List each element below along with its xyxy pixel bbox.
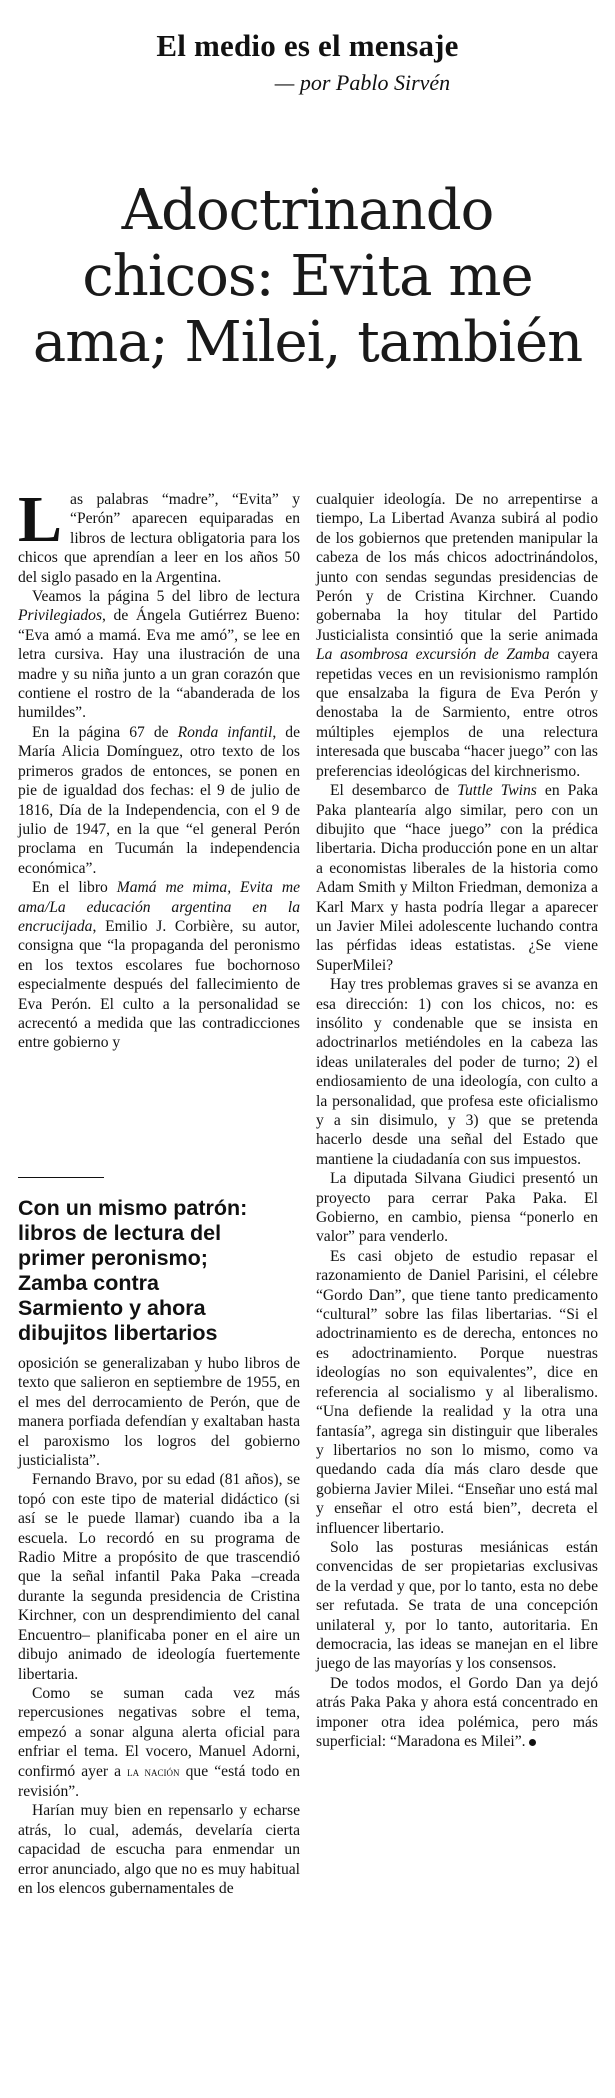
byline: — por Pablo Sirvén — [274, 70, 451, 95]
paragraph — [18, 483, 300, 587]
series-title: Tuttle Twins — [457, 782, 537, 800]
book-title: Ronda infantil — [177, 723, 273, 741]
paragraph — [316, 1674, 598, 1752]
paragraph — [18, 878, 300, 1053]
paragraph: Harían muy bien en repensarlo y echarse atrás, lo cual, además, develaría cierta capacidad de escucha para enmendar un error anunciado, algo que no es muy habitual en los elencos gubernamentales de — [18, 1802, 300, 1897]
paragraph — [18, 1684, 300, 1801]
paragraph-text: , de Ángela Gutiérrez Bueno: “Eva amó a mamá. Eva me amó”, se lee en letra cursiva. Hay una ilustración de una madre y su niña junto a un gran corazón que contiene el rostro de la “abanderada de los humildes”. — [18, 607, 300, 722]
paragraph-text: que “está todo en revisión”. — [18, 1762, 300, 1800]
pull-quote-line: primer peronismo; — [18, 1246, 208, 1270]
article-column-right — [316, 490, 598, 1751]
pull-quote-line: Con un mismo patrón: — [18, 1196, 248, 1220]
column-header — [0, 28, 615, 96]
paragraph-text: , de María Alicia Domínguez, otro texto de los primeros grados de entonces, se ponen en pie de igualdad dos fechas: el 9 de julio de 1816, Día de la Independencia, con el 9 de julio de 1947, en la que “el general Perón proclama en Tucumán la independencia económica”. — [18, 723, 300, 877]
paragraph-text: cayera repetidas veces en un revisionismo ramplón que ensalzaba la figura de Eva Perón y denostaba la de Sarmiento, entre otros múltiples ejemplos de una relectura interesada que buscaba “hacer juego” con las preferencias ideológicas del kirchnerismo. — [316, 646, 598, 780]
paragraph: La diputada Silvana Giudici presentó un proyecto para cerrar Paka Paka. El Gobierno, en cambio, piensa “ponerlo en valor” para venderlo. — [316, 1170, 598, 1246]
headline-line: ama; Milei, también — [32, 310, 583, 375]
book-title: Privilegiados — [18, 607, 103, 625]
paragraph: Es casi objeto de estudio repasar el razonamiento de Daniel Parisini, el célebre “Gordo Dan”, que tiene tanto predicamento “cultural” sobre las filas libertarias. “Si el adoctrinamiento es de derecha, entonces no es adoctrinamiento. Porque nuestras ideologías no son equivalentes”, dice en referencia al socialismo y al liberalismo. “Una defiende la realidad y la otra una fantasía”, agrega sin distinguir que liberales y libertarios no son lo mismo, como va quedando cada día más claro desde que gobierna Javier Milei. “Enseñar uno está mal y enseñar el otro está bien”, decreta el influencer libertario. — [316, 1247, 598, 1537]
paragraph-text: En el libro — [32, 879, 117, 897]
pull-quote-line: Sarmiento y ahora — [18, 1296, 206, 1320]
drop-cap: L — [18, 483, 63, 556]
paragraph — [18, 587, 300, 723]
headline-line: chicos: Evita me — [82, 244, 533, 309]
paragraph-text: El desembarco de — [330, 782, 458, 800]
paragraph — [18, 723, 300, 878]
paragraph: Solo las posturas mesiánicas están convencidas de ser propietarias exclusivas de la verdad y que, por lo tanto, esta no debe ser refutada. Se trata de una concepción unilateral y, por lo tanto, autoritaria. En democracia, las ideas se manejan en el libre juego de las mayorías y los consensos. — [316, 1538, 598, 1673]
series-title: La asombrosa excursión de Zamba — [316, 646, 550, 664]
paragraph-text: cualquier ideología. De no arrepentirse a tiempo, La Libertad Avanza subirá al podio de los gobiernos que pretenden manipular la cabeza de los más chicos adoctrinándolos, junto con sendas segundas presidencias de Perón y de Cristina Kirchner. Cuando gobernaba la hoy titular del Partido Justicialista consintió que la serie animada — [316, 491, 598, 644]
paragraph-text: as palabras “madre”, “Evita” y “Perón” aparecen equiparadas en libros de lectura obligatoria para los chicos que aprendían a leer en los años 50 del siglo pasado en la Argentina. — [18, 491, 300, 586]
paragraph-text: , Emilio J. Corbière, su autor, consigna que “la propaganda del peronismo en los textos escolares fue bochornoso especialmente después del fallecimiento de Eva Perón. El culto a la personalidad se acrecentó a medida que las contradicciones entre gobierno y — [18, 917, 300, 1052]
paragraph: Fernando Bravo, por su edad (81 años), se topó con este tipo de material didáctico (si así se le puede llamar) cuando iba a la escuela. Lo recordó en su programa de Radio Mitre a propósito de que trascendió que la señal infantil Paka Paka –creada durante la segunda presidencia de Cristina Kirchner, con un desprendimiento del canal Encuentro– planificaba poner en el aire un dibujo animado de ideología fuertemente libertaria. — [18, 1471, 300, 1683]
column-name: El medio es el mensaje — [156, 28, 459, 63]
article-column-left-top — [18, 483, 300, 1053]
pull-quote-line: libros de lectura del — [18, 1221, 222, 1245]
paragraph-text: Como se suman cada vez más repercusiones negativas sobre el tema, empezó a sonar alguna alerta oficial para enfriar el tema. El vocero, Manuel Adorni, confirmó ayer a — [18, 1684, 300, 1780]
separator-rule — [18, 1177, 104, 1178]
headline-line: Adoctrinando — [121, 178, 494, 243]
pull-quote-line: Zamba contra — [18, 1271, 159, 1295]
pull-quote — [18, 1196, 300, 1346]
paragraph: oposición se generalizaban y hubo libros de texto que salieron en septiembre de 1955, en el mes del derrocamiento de Perón, que de manera porfiada defendían y exaltaban hasta el paroxismo los logros del gobierno justicialista”. — [18, 1355, 300, 1470]
end-of-article-icon — [529, 1739, 536, 1746]
paragraph-text: Veamos la página 5 del libro de lectura — [32, 588, 300, 606]
pull-quote-line: dibujitos libertarios — [18, 1321, 218, 1345]
paragraph-text: en Paka Paka plantearía algo similar, pero con un dibujito que “hace juego” con la prédica libertaria. Dicha producción pone en un altar a economistas liberales de la historia como Adam Smith y Milton Friedman, demoniza a Karl Marx y hasta podría llegar a aparecer un Javier Milei adolescente luchando contra las pérfidas ideas estatistas. ¿Se viene SuperMilei? — [316, 782, 598, 974]
book-title: Mamá me mima, Evita me ama/La educación argentina en la encrucijada — [18, 879, 300, 935]
paragraph — [316, 490, 598, 781]
paragraph — [316, 781, 598, 975]
newspaper-name: la nación — [127, 1764, 180, 1779]
paragraph-text: De todos modos, el Gordo Dan ya dejó atrás Paka Paka y ahora está concentrado en imponer otra idea polémica, pero más superficial: “Maradona es Milei”. — [316, 1674, 598, 1750]
article-column-left-bottom — [18, 1354, 300, 1898]
headline — [0, 178, 615, 376]
paragraph: Hay tres problemas graves si se avanza en esa dirección: 1) con los chicos, no: es insólito y condenable que se insista en adoctrinarlos metiéndoles en la cabeza las ideas unilaterales del poder de turno; 2) el endiosamiento de una ideología, con culto a la personalidad, que profesa este oficialismo y a sin disimulo, y 3) que se pretenda hacerlo desde una señal del Estado que mantiene la ciudadanía con sus impuestos. — [316, 976, 598, 1168]
paragraph-text: En la página 67 de — [32, 723, 178, 741]
